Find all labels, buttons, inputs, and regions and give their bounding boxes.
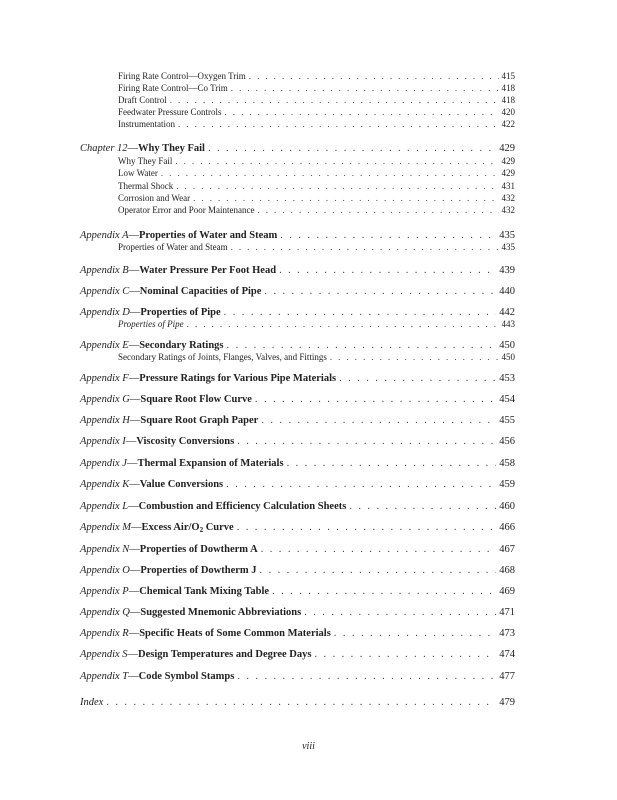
entry-title-text: Square Root Graph Paper (140, 415, 259, 426)
entry-title-text: Code Symbol Stamps (138, 671, 235, 682)
toc-subentry (118, 242, 515, 252)
toc-entry (80, 565, 515, 576)
entry-title (140, 479, 223, 490)
page-ref: 469 (499, 586, 515, 597)
entry-prefix: Appendix G (80, 394, 130, 405)
page-ref: 473 (499, 628, 515, 639)
entry-title (139, 373, 336, 384)
page-ref: 435 (501, 242, 515, 252)
em-dash: — (128, 501, 139, 512)
entry-title-text: Properties of Water and Steam (139, 230, 278, 241)
entry-title (139, 586, 269, 597)
entry-text: Firing Rate Control—Oxygen Trim (118, 71, 246, 81)
toc-entry (80, 586, 515, 597)
entry-title-text: Combustion and Efficiency Calculation Sheets (138, 501, 347, 512)
entry-title (140, 394, 252, 405)
page-ref: 429 (501, 156, 515, 166)
dot-leader (231, 83, 499, 93)
toc-subentry (118, 156, 515, 166)
page-ref: 454 (499, 394, 515, 405)
page-ref: 429 (501, 168, 515, 178)
entry-title-text: Secondary Ratings (139, 340, 224, 351)
toc-entry (80, 307, 515, 318)
toc-entry (80, 607, 515, 618)
em-dash: — (125, 436, 137, 447)
em-dash: — (128, 265, 140, 276)
em-dash: — (128, 586, 140, 597)
dot-leader (227, 340, 497, 351)
page-ref: 432 (501, 205, 515, 215)
toc-subentry (118, 119, 515, 129)
entry-text: Firing Rate Control—Co Trim (118, 83, 228, 93)
em-dash: — (128, 628, 140, 639)
entry-title (137, 458, 283, 469)
dot-leader (260, 565, 497, 576)
entry-prefix: Appendix A (80, 230, 129, 241)
entry-title (140, 544, 258, 555)
entry-title (139, 501, 347, 512)
entry-title-subscript: 2 (199, 526, 204, 534)
entry-text: Why They Fail (118, 156, 173, 166)
dot-leader (208, 143, 496, 154)
toc-entry (80, 544, 515, 555)
entry-title-text: Thermal Expansion of Materials (137, 458, 284, 469)
toc-entry (80, 458, 515, 469)
em-dash: — (128, 671, 139, 682)
em-dash: — (128, 340, 140, 351)
page-ref: 440 (499, 286, 515, 297)
entry-prefix: Appendix B (80, 265, 129, 276)
page-ref: 460 (499, 501, 515, 512)
page-ref: 474 (499, 649, 515, 660)
toc-entry (80, 671, 515, 682)
em-dash: — (127, 143, 139, 154)
entry-title (139, 265, 276, 276)
entry-text: Properties of Pipe (118, 319, 184, 329)
dot-leader (279, 265, 496, 276)
dot-leader (193, 193, 498, 203)
entry-title-text: Water Pressure Per Foot Head (139, 265, 277, 276)
entry-title-text: Properties of Dowtherm J (140, 565, 257, 576)
dot-leader (261, 415, 496, 426)
entry-prefix: Appendix I (80, 436, 126, 447)
entry-title (142, 522, 234, 533)
dot-leader (170, 95, 499, 105)
entry-title-text: Value Conversions (139, 479, 224, 490)
em-dash: — (129, 544, 140, 555)
page-ref: 431 (501, 181, 515, 191)
page-ref: 422 (501, 119, 515, 129)
entry-title-text: Viscosity Conversions (136, 436, 235, 447)
entry-prefix: Appendix L (80, 501, 129, 512)
toc-entry (80, 697, 515, 708)
entry-title-text: Nominal Capacities of Pipe (139, 286, 262, 297)
toc-subentry (118, 181, 515, 191)
dot-leader (272, 586, 496, 597)
entry-prefix: Appendix F (80, 373, 129, 384)
entry-prefix: Index (80, 697, 104, 708)
entry-title (139, 671, 235, 682)
toc-subentry (118, 83, 515, 93)
toc-entry (80, 373, 515, 384)
dot-leader (349, 501, 496, 512)
dot-leader (287, 458, 497, 469)
dot-leader (237, 436, 496, 447)
page-ref: 466 (499, 522, 515, 533)
dot-leader (264, 286, 496, 297)
dot-leader (255, 394, 496, 405)
em-dash: — (129, 565, 141, 576)
entry-prefix: Chapter 12 (80, 143, 128, 154)
entry-text: Low Water (118, 168, 158, 178)
entry-text: Draft Control (118, 95, 167, 105)
toc-entry (80, 394, 515, 405)
entry-text: Secondary Ratings of Joints, Flanges, Valves, and Fittings (118, 352, 327, 362)
dot-leader (176, 181, 498, 191)
dot-leader (237, 522, 497, 533)
page-ref: 471 (499, 607, 515, 618)
page-ref: 467 (499, 544, 515, 555)
entry-prefix: Appendix R (80, 628, 129, 639)
entry-title-text: Properties of Pipe (140, 307, 221, 318)
entry-prefix: Appendix O (80, 565, 130, 576)
dot-leader (161, 168, 499, 178)
em-dash: — (129, 307, 141, 318)
entry-prefix: Appendix M (80, 522, 132, 533)
toc-subentry (118, 95, 515, 105)
entry-text: Instrumentation (118, 119, 175, 129)
entry-title (136, 436, 234, 447)
entry-title-text: Excess Air/O (141, 522, 200, 533)
dot-leader (249, 71, 499, 81)
toc-entry (80, 340, 515, 351)
toc-subentry (118, 193, 515, 203)
toc-subentry (118, 352, 515, 362)
entry-title-text: Specific Heats of Some Common Materials (139, 628, 331, 639)
page-ref: 439 (499, 265, 515, 276)
entry-prefix: Appendix T (80, 671, 129, 682)
entry-text: Feedwater Pressure Controls (118, 107, 222, 117)
entry-prefix: Appendix C (80, 286, 130, 297)
toc-entry (80, 286, 515, 297)
toc-subentry (118, 71, 515, 81)
page-ref: 455 (499, 415, 515, 426)
toc-subentry (118, 319, 515, 329)
entry-prefix: Appendix S (80, 649, 128, 660)
entry-prefix: Appendix D (80, 307, 130, 318)
em-dash: — (129, 415, 141, 426)
dot-leader (106, 697, 496, 708)
page-ref: 442 (499, 307, 515, 318)
toc-entry (80, 649, 515, 660)
page-ref: 450 (501, 352, 515, 362)
dot-leader (330, 352, 499, 362)
entry-title (139, 230, 277, 241)
page-ref: 459 (499, 479, 515, 490)
entry-title-text: Design Temperatures and Degree Days (138, 649, 312, 660)
page-ref: 429 (499, 143, 515, 154)
entry-title-text: Properties of Dowtherm A (139, 544, 258, 555)
dot-leader (226, 479, 496, 490)
entry-text: Corrosion and Wear (118, 193, 191, 203)
entry-prefix: Appendix P (80, 586, 129, 597)
entry-text: Properties of Water and Steam (118, 242, 228, 252)
entry-prefix: Appendix Q (80, 607, 130, 618)
page-ref: 432 (501, 193, 515, 203)
entry-title (140, 307, 220, 318)
entry-title-text: Square Root Flow Curve (140, 394, 252, 405)
dot-leader (280, 230, 496, 241)
toc-entry (80, 143, 515, 154)
page-ref: 458 (499, 458, 515, 469)
toc-subentry (118, 205, 515, 215)
dot-leader (339, 373, 496, 384)
dot-leader (304, 607, 496, 618)
entry-title (139, 340, 223, 351)
entry-prefix: Appendix K (80, 479, 130, 490)
toc-entry (80, 415, 515, 426)
em-dash: — (129, 607, 141, 618)
entry-title (138, 143, 205, 154)
page-ref: 415 (501, 71, 515, 81)
entry-text: Thermal Shock (118, 181, 174, 191)
entry-title (140, 565, 256, 576)
entry-title (140, 415, 258, 426)
page-ref: 420 (501, 107, 515, 117)
page-ref: 435 (499, 230, 515, 241)
dot-leader (175, 156, 498, 166)
em-dash: — (127, 649, 139, 660)
entry-prefix: Appendix N (80, 544, 130, 555)
entry-text: Operator Error and Poor Maintenance (118, 205, 255, 215)
dot-leader (231, 242, 499, 252)
dot-leader (178, 119, 499, 129)
page-ref: 418 (501, 83, 515, 93)
em-dash: — (129, 479, 140, 490)
dot-leader (334, 628, 496, 639)
page-ref: 450 (499, 340, 515, 351)
dot-leader (224, 307, 497, 318)
entry-prefix: Appendix H (80, 415, 130, 426)
dot-leader (261, 544, 497, 555)
entry-prefix: Appendix J (80, 458, 127, 469)
toc-entry (80, 522, 515, 533)
entry-title (140, 607, 301, 618)
em-dash: — (131, 522, 142, 533)
dot-leader (237, 671, 496, 682)
dot-leader (314, 649, 496, 660)
em-dash: — (128, 373, 140, 384)
entry-title-text: Why They Fail (138, 143, 205, 154)
em-dash: — (129, 394, 141, 405)
entry-title-suffix: Curve (203, 522, 234, 533)
page-ref: 479 (499, 697, 515, 708)
em-dash: — (126, 458, 138, 469)
entry-title-text: Chemical Tank Mixing Table (139, 586, 270, 597)
page-ref: 453 (499, 373, 515, 384)
entry-title (140, 286, 262, 297)
entry-title (139, 628, 331, 639)
entry-title-text: Suggested Mnemonic Abbreviations (140, 607, 302, 618)
toc-entry (80, 479, 515, 490)
page-ref: 468 (499, 565, 515, 576)
page-ref: 456 (499, 436, 515, 447)
page-ref: 477 (499, 671, 515, 682)
dot-leader (187, 319, 499, 329)
page-number: viii (302, 741, 315, 752)
toc-entry (80, 628, 515, 639)
entry-title (138, 649, 311, 660)
entry-title-text: Pressure Ratings for Various Pipe Materials (139, 373, 337, 384)
toc-entry (80, 501, 515, 512)
toc-entry (80, 230, 515, 241)
em-dash: — (128, 230, 140, 241)
toc-subentry (118, 168, 515, 178)
toc-entry (80, 265, 515, 276)
page-ref: 418 (501, 95, 515, 105)
dot-leader (224, 107, 498, 117)
em-dash: — (129, 286, 140, 297)
toc-entry (80, 436, 515, 447)
entry-prefix: Appendix E (80, 340, 129, 351)
toc-subentry (118, 107, 515, 117)
dot-leader (257, 205, 498, 215)
page-ref: 443 (501, 319, 515, 329)
